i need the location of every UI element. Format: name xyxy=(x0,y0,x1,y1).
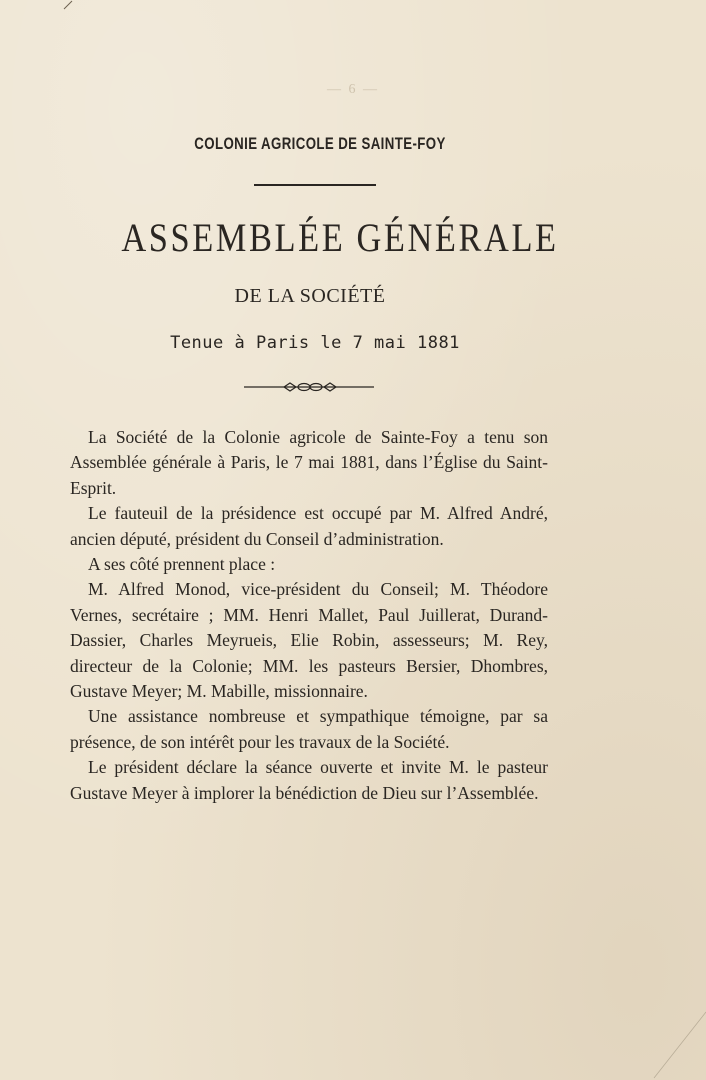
subtitle: DE LA SOCIÉTÉ xyxy=(234,285,386,307)
page-fold-mark xyxy=(646,1010,706,1080)
series-title: COLONIE AGRICOLE DE SAINTE-FOY xyxy=(194,134,446,153)
paragraph: Le président déclare la séance ouverte et invite M. le pasteur Gustave Meyer à implorer la bénédiction de Dieu sur l’Assemblée. xyxy=(70,757,548,803)
paragraph: Une assistance nombreuse et sympathique témoigne, par sa présence, de son intérêt pour les travaux de la Société. xyxy=(70,706,548,752)
paragraph: A ses côté prennent place : xyxy=(88,554,276,575)
title-rule xyxy=(254,184,376,186)
paragraph: Le fauteuil de la présidence est occupé par M. Alfred André, ancien député, président du Conseil d’administration. xyxy=(70,503,548,549)
decorative-rule-ornament-icon xyxy=(244,380,374,394)
main-title: ASSEMBLÉE GÉNÉRALE xyxy=(121,215,559,260)
body-text xyxy=(70,425,548,806)
paragraph: La Société de la Colonie agricole de Sainte-Foy a tenu son Assemblée générale à Paris, le 7 mai 1881, dans l’Église du Saint-Esprit. xyxy=(70,427,548,498)
paragraph: M. Alfred Monod, vice-président du Conseil; M. Théodore Vernes, secrétaire ; MM. Henri Mallet, Paul Juillerat, Durand-Dassier, Charles Meyrueis, Elie Robin, assesseurs; M. Rey, directeur de la Colonie; MM. les pasteurs Bersier, Dhombres, Gustave Meyer; M. Mabille, missionnaire. xyxy=(70,579,548,702)
page-number: — 6 — xyxy=(327,82,379,97)
meeting-date: Tenue à Paris le 7 mai 1881 xyxy=(170,333,460,353)
corner-mark xyxy=(62,0,74,10)
